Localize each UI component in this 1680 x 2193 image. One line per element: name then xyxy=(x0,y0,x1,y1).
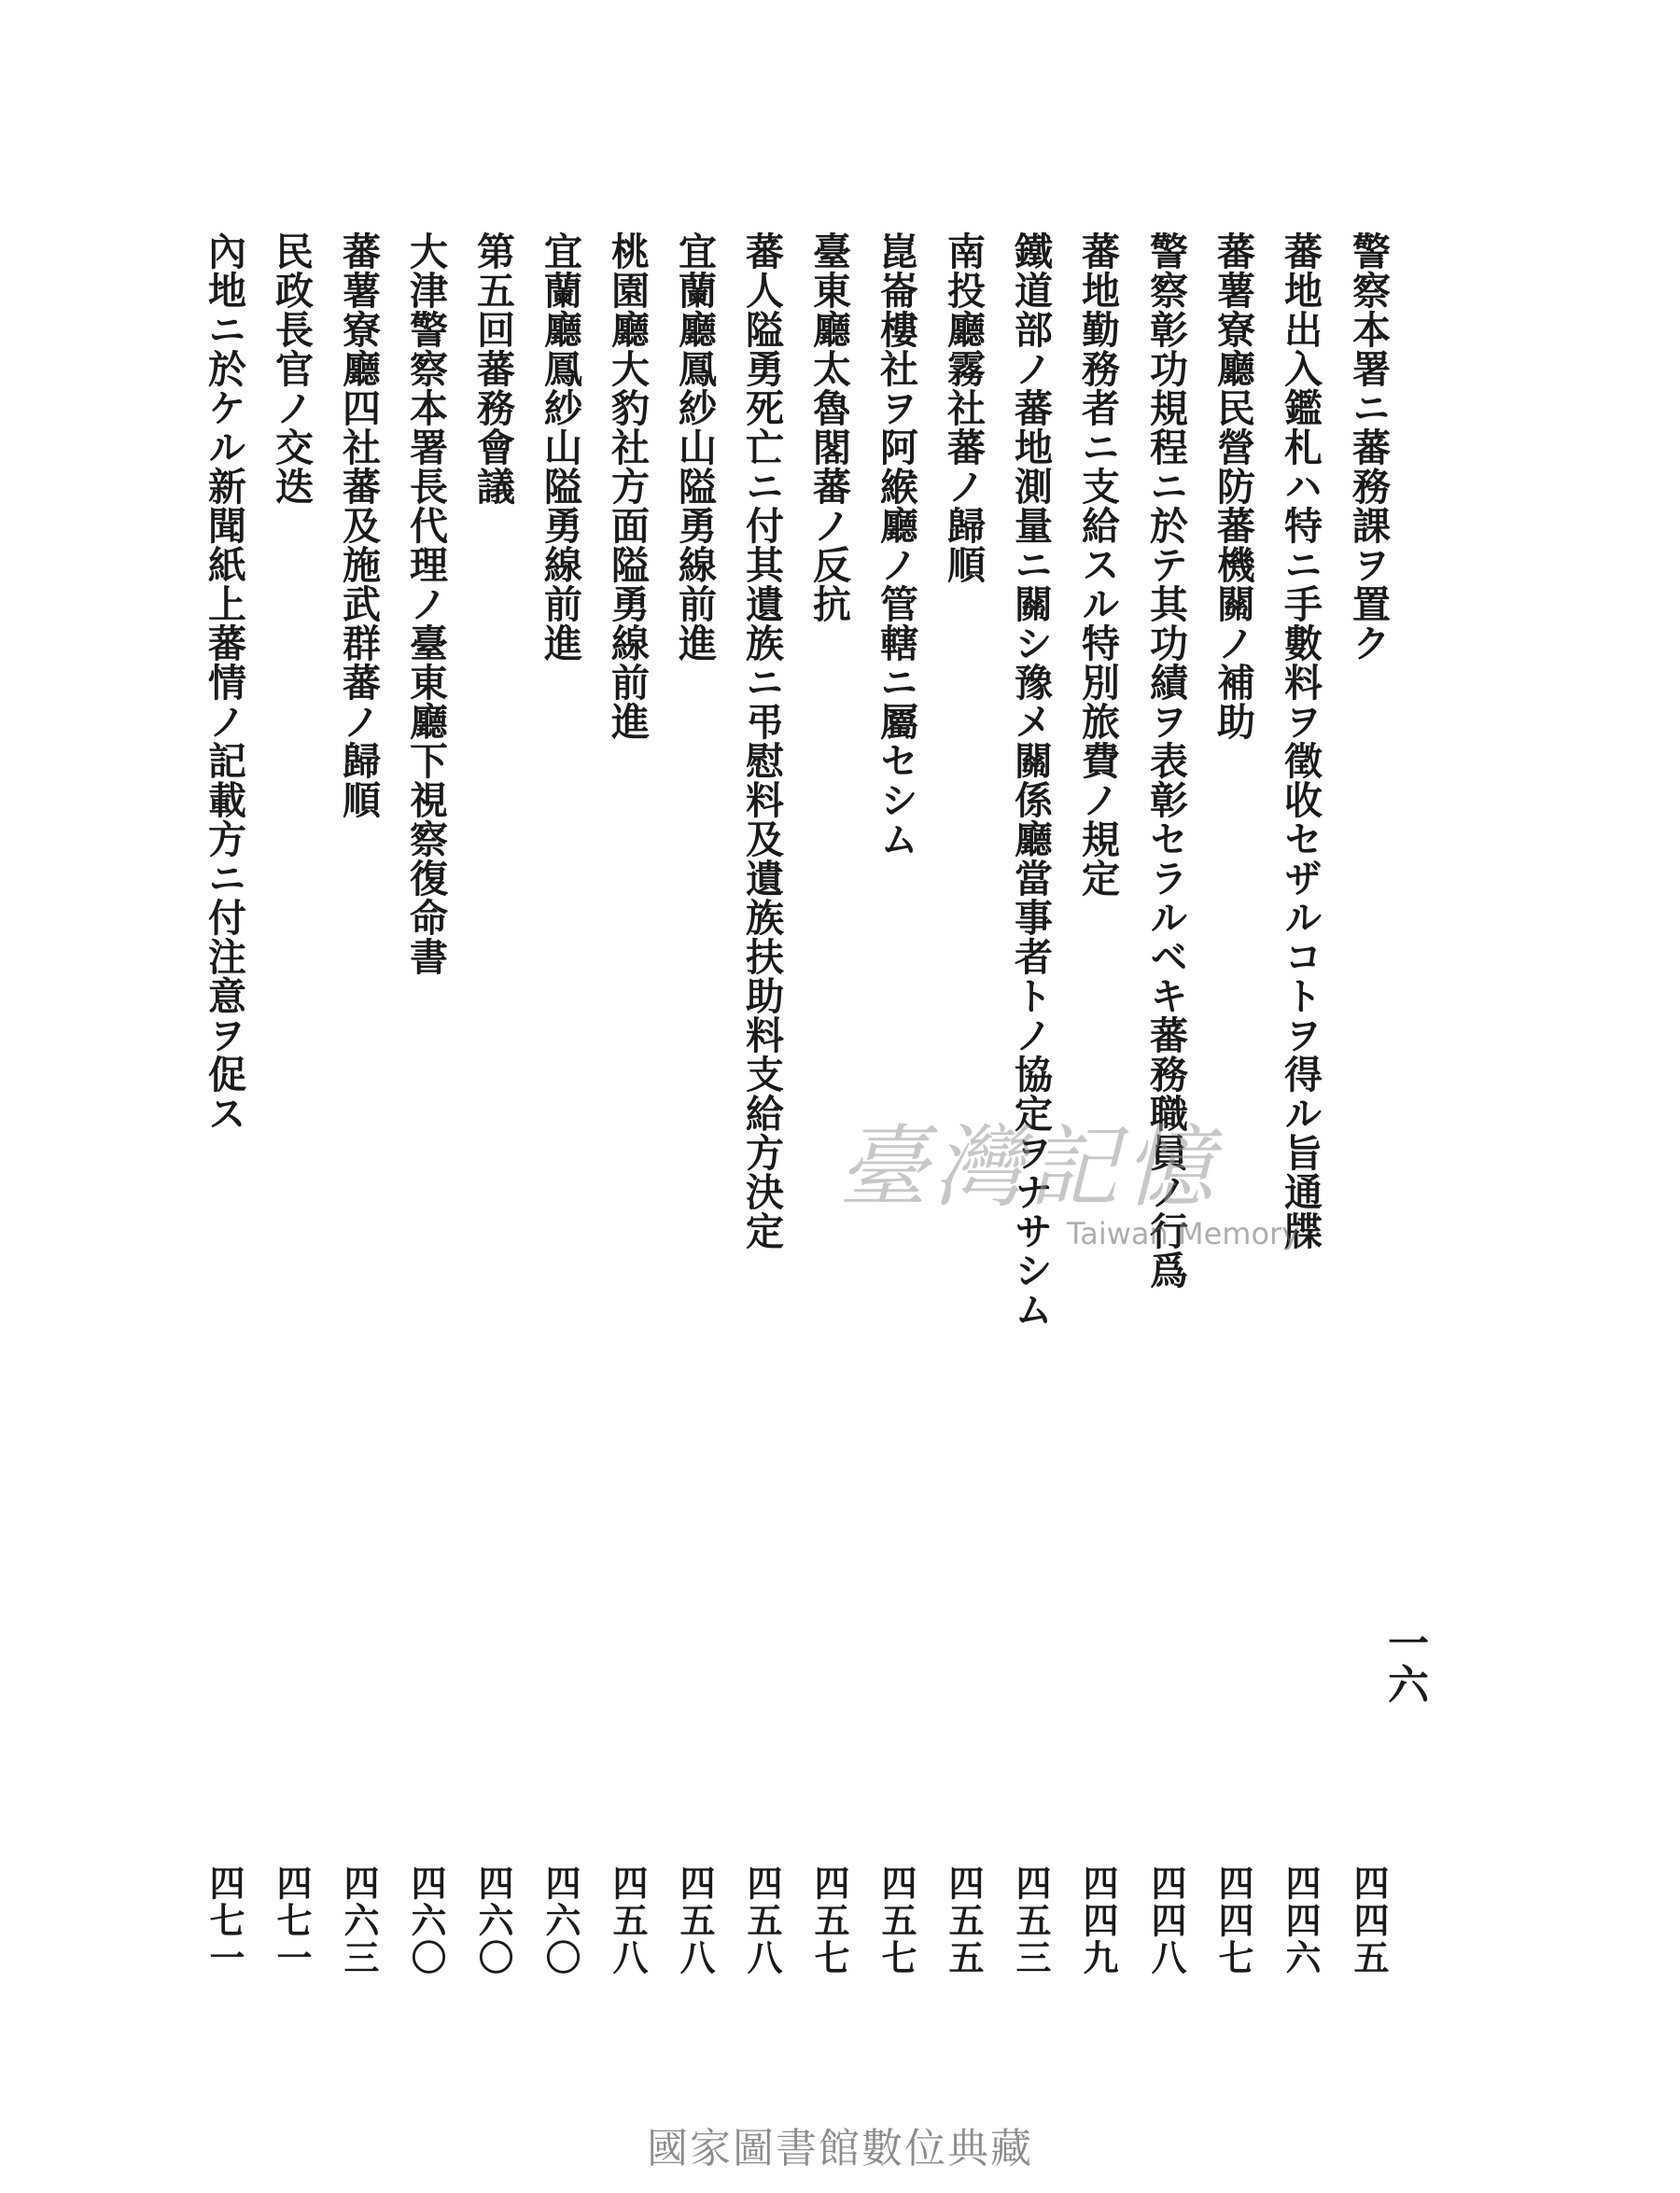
page-number: 一六 xyxy=(1380,1622,1428,1704)
entry-title: 宜蘭廳鳳紗山隘勇線前進 xyxy=(538,231,582,663)
entry-page-ref: 四六〇 xyxy=(539,1865,581,1976)
watermark-logo xyxy=(838,1096,1323,1264)
toc-entry xyxy=(258,231,325,2116)
entry-title: 桃園廳大豹社方面隘勇線前進 xyxy=(605,231,650,741)
entry-title: 警察本署ニ蕃務課ヲ置ク xyxy=(1346,231,1391,663)
toc-entry xyxy=(392,231,459,2116)
entry-title: 蕃地出入鑑札ハ特ニ手數料ヲ徵收セザルコトヲ得ル旨通牒 xyxy=(1278,231,1323,1250)
entry-page-ref: 四四六 xyxy=(1280,1865,1322,1976)
toc-entry xyxy=(325,231,392,2116)
entry-title: 鐵道部ノ蕃地測量ニ關シ豫メ關係廳當事者トノ協定ヲナサシム xyxy=(1008,231,1053,1329)
entry-title: 蕃人隘勇死亡ニ付其遺族ニ弔慰料及遺族扶助料支給方決定 xyxy=(739,231,784,1250)
entry-page-ref: 四七一 xyxy=(203,1865,245,1976)
entry-page-ref: 四五七 xyxy=(808,1865,850,1976)
entry-page-ref: 四四八 xyxy=(1145,1865,1187,1976)
entry-page-ref: 四六〇 xyxy=(405,1865,447,1976)
entry-title: 民政長官ノ交迭 xyxy=(269,231,314,506)
entry-page-ref: 四五三 xyxy=(1010,1865,1052,1976)
library-footer: 國家圖書館數位典藏 xyxy=(647,2125,1033,2172)
entry-title: 宜蘭廳鳳紗山隘勇線前進 xyxy=(672,231,717,663)
entry-title: 蕃地勤務者ニ支給スル特別旅費ノ規定 xyxy=(1075,231,1120,898)
entry-title: 蕃薯寮廳民營防蕃機關ノ補助 xyxy=(1211,231,1255,741)
toc-entry xyxy=(526,231,594,2116)
toc-entry xyxy=(594,231,661,2116)
toc-entry xyxy=(728,231,795,2116)
entry-page-ref: 四四九 xyxy=(1077,1865,1119,1976)
entry-page-ref: 四六三 xyxy=(338,1865,380,1976)
entry-page-ref: 四五八 xyxy=(741,1865,783,1976)
toc-entry xyxy=(1335,231,1402,2116)
toc-entry xyxy=(459,231,526,2116)
entry-title: 警察彰功規程ニ於テ其功績ヲ表彰セラルベキ蕃務職員ノ行爲 xyxy=(1143,231,1188,1290)
entry-page-ref: 四五五 xyxy=(943,1865,985,1976)
toc-entry xyxy=(190,231,258,2116)
entry-page-ref: 四五八 xyxy=(607,1865,649,1976)
entry-title: 大津警察本署長代理ノ臺東廳下視察復命書 xyxy=(403,231,448,976)
entry-title: 崑崙樓社ヲ阿緱廳ノ管轄ニ屬セシム xyxy=(874,231,918,859)
watermark-chinese: 臺灣記憶 xyxy=(838,1115,1219,1220)
entry-page-ref: 四五七 xyxy=(875,1865,917,1976)
entry-page-ref: 四四七 xyxy=(1212,1865,1254,1976)
entry-title: 第五回蕃務會議 xyxy=(470,231,515,506)
entry-title: 蕃薯寮廳四社蕃及施武群蕃ノ歸順 xyxy=(336,231,381,819)
entry-page-ref: 四六〇 xyxy=(472,1865,514,1976)
entry-page-ref: 四五八 xyxy=(674,1865,716,1976)
entry-title: 臺東廳太魯閣蕃ノ反抗 xyxy=(806,231,851,623)
toc-entry xyxy=(661,231,728,2116)
entry-page-ref: 四七一 xyxy=(271,1865,313,1976)
watermark-english: Taiwan Memory xyxy=(1067,1216,1300,1251)
entry-title: 南投廳霧社蕃ノ歸順 xyxy=(941,231,986,584)
entry-title: 內地ニ於ケル新聞紙上蕃情ノ記載方ニ付注意ヲ促ス xyxy=(202,231,246,1133)
entry-page-ref: 四四五 xyxy=(1348,1865,1390,1976)
